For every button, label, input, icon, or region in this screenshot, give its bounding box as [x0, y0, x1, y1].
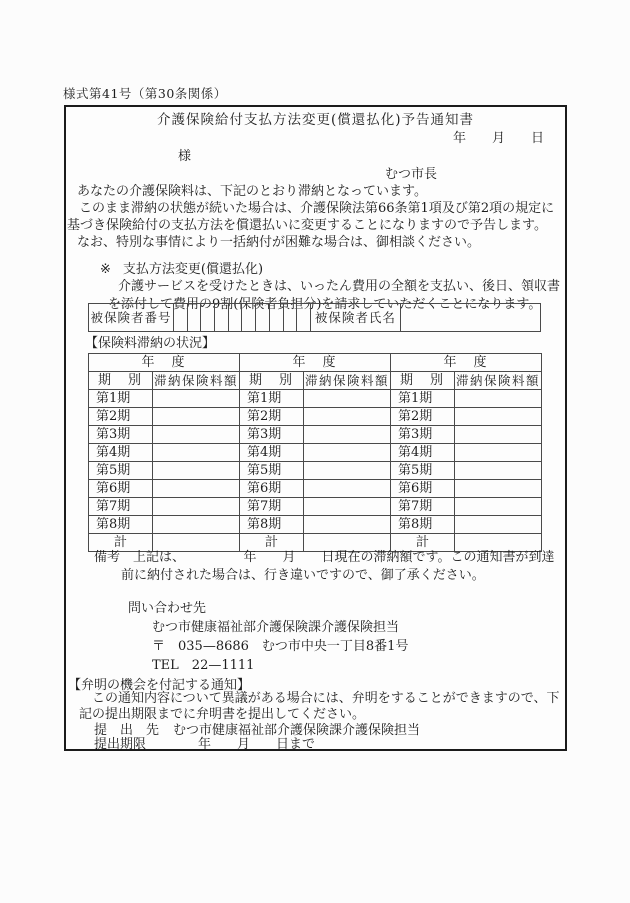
insured-number-label: 被保険者番号 — [89, 304, 174, 332]
table-row — [89, 462, 542, 480]
consult-paragraph: なお、特別な事情により一括納付が困難な場合は、御相談ください。 — [77, 235, 481, 250]
remarks-label: 備考 — [94, 550, 121, 565]
period-cell: 第5期 — [391, 462, 455, 480]
year-header-cell: 年 度 — [240, 354, 391, 372]
table-row — [89, 480, 542, 498]
period-cell: 第6期 — [89, 480, 153, 498]
deadline-label: 提出期限 — [94, 737, 147, 752]
remarks-block — [94, 549, 564, 585]
period-cell: 第4期 — [89, 444, 153, 462]
table-row — [89, 372, 542, 390]
amount-cell — [455, 408, 542, 426]
period-cell: 第6期 — [240, 480, 304, 498]
amount-cell — [304, 426, 391, 444]
issue-date-line: 年 月 日 — [452, 131, 544, 146]
amount-cell — [304, 480, 391, 498]
note-heading-line — [100, 261, 263, 278]
amount-cell — [153, 480, 240, 498]
period-header-cell: 期 別 — [391, 372, 455, 390]
amount-cell — [304, 444, 391, 462]
table-row — [89, 354, 542, 372]
amount-cell — [455, 480, 542, 498]
warning-paragraph: このまま滞納の状態が続いた場合は、介護保険法第66条第1項及び第2項の規定に基づき保険給付の支払方法を償還払いに変更することになりますので予告します。 — [67, 201, 555, 233]
period-cell: 第5期 — [240, 462, 304, 480]
insured-number-cell — [201, 304, 215, 332]
amount-cell — [153, 426, 240, 444]
contact-heading: 問い合わせ先 — [128, 601, 207, 616]
amount-header-cell: 滞納保険料額 — [305, 373, 390, 388]
amount-cell — [455, 462, 542, 480]
insured-number-cell — [242, 304, 256, 332]
amount-cell — [153, 444, 240, 462]
period-cell: 第8期 — [391, 516, 455, 534]
insured-number-cell — [187, 304, 201, 332]
form-number-label: 様式第41号（第30条関係） — [63, 86, 227, 101]
amount-cell — [153, 462, 240, 480]
amount-header-cell: 滞納保険料額 — [456, 373, 541, 388]
deadline-value: 年 月 日まで — [198, 737, 316, 752]
contact-postal: 〒 035—8686 むつ市中央一丁目8番1号 — [152, 639, 409, 654]
table-row — [89, 426, 542, 444]
remarks-text: 上記は、 年 月 日現在の滞納額です。この通知書が到達前に納付された場合は、行き違いですので、御了承ください。 — [121, 550, 555, 583]
submit-to-value: むつ市健康福祉部介護保険課介護保険担当 — [173, 723, 421, 738]
period-header-cell: 期 別 — [240, 372, 304, 390]
contact-block — [152, 618, 408, 675]
amount-cell — [304, 462, 391, 480]
amount-cell — [153, 516, 240, 534]
sender-name: むつ市長 — [385, 167, 438, 182]
period-cell: 第8期 — [240, 516, 304, 534]
submit-to-label: 提 出 先 — [94, 723, 160, 738]
amount-cell — [153, 498, 240, 516]
amount-cell — [455, 390, 542, 408]
amount-cell — [304, 498, 391, 516]
insured-name-label: 被保険者氏名 — [310, 304, 400, 332]
insured-number-cell — [283, 304, 297, 332]
amount-cell — [304, 390, 391, 408]
amount-cell — [304, 408, 391, 426]
period-cell: 第3期 — [391, 426, 455, 444]
defense-paragraph: この通知内容について異議がある場合には、弁明をすることができますので、下記の提出期限までに弁明書を提出してください。 — [79, 691, 560, 722]
period-cell: 第7期 — [391, 498, 455, 516]
period-cell: 第2期 — [240, 408, 304, 426]
amount-cell — [455, 516, 542, 534]
table-row — [89, 498, 542, 516]
period-header-cell: 期 別 — [89, 372, 153, 390]
total-cell: 計 — [240, 534, 304, 552]
amount-cell — [153, 390, 240, 408]
amount-header-cell: 滞納保険料額 — [154, 373, 239, 388]
period-cell: 第4期 — [240, 444, 304, 462]
table-row — [89, 408, 542, 426]
note-body: 介護サービスを受けたときは、いったん費用の全額を支払い、後日、領収書を添付して費用の9割(保険者負担分)を請求していただくことになります。 — [108, 279, 561, 312]
insured-number-cell — [256, 304, 270, 332]
total-cell: 計 — [89, 534, 153, 552]
contact-department: むつ市健康福祉部介護保険課介護保険担当 — [152, 620, 400, 635]
amount-cell — [455, 426, 542, 444]
insured-info-table — [88, 303, 541, 332]
defense-heading: 【弁明の機会を付記する通知】 — [68, 678, 251, 693]
period-cell: 第7期 — [240, 498, 304, 516]
intro-paragraph: あなたの介護保険料は、下記のとおり滞納となっています。 — [77, 184, 427, 199]
table-row — [89, 390, 542, 408]
period-cell: 第5期 — [89, 462, 153, 480]
period-cell: 第7期 — [89, 498, 153, 516]
insured-number-cell — [228, 304, 242, 332]
arrears-heading: 【保険料滞納の状況】 — [85, 336, 216, 351]
period-cell: 第8期 — [89, 516, 153, 534]
amount-cell — [153, 408, 240, 426]
notice-box — [64, 105, 567, 751]
year-header-cell: 年 度 — [391, 354, 542, 372]
notice-title: 介護保険給付支払方法変更(償還払化)予告通知書 — [156, 112, 475, 128]
period-cell: 第2期 — [89, 408, 153, 426]
period-cell: 第1期 — [89, 390, 153, 408]
insured-name-value — [400, 304, 540, 332]
period-cell: 第1期 — [240, 390, 304, 408]
period-cell: 第4期 — [391, 444, 455, 462]
addressee-suffix: 様 — [178, 149, 192, 164]
amount-cell — [304, 516, 391, 534]
year-header-cell: 年 度 — [89, 354, 240, 372]
period-cell: 第2期 — [391, 408, 455, 426]
amount-cell — [455, 444, 542, 462]
insured-number-cell — [215, 304, 229, 332]
period-cell: 第6期 — [391, 480, 455, 498]
amount-cell — [455, 498, 542, 516]
period-cell: 第3期 — [89, 426, 153, 444]
period-cell: 第1期 — [391, 390, 455, 408]
contact-tel: TEL 22—1111 — [152, 658, 255, 673]
insured-number-cell — [269, 304, 283, 332]
insured-number-cell — [297, 304, 311, 332]
deadline-line — [94, 736, 315, 753]
table-row — [89, 444, 542, 462]
insured-number-cell — [174, 304, 188, 332]
total-cell: 計 — [391, 534, 455, 552]
note-marker: ※ — [100, 262, 111, 277]
note-heading: 支払方法変更(償還払化) — [122, 262, 264, 277]
arrears-table — [88, 353, 542, 552]
period-cell: 第3期 — [240, 426, 304, 444]
table-row — [89, 516, 542, 534]
